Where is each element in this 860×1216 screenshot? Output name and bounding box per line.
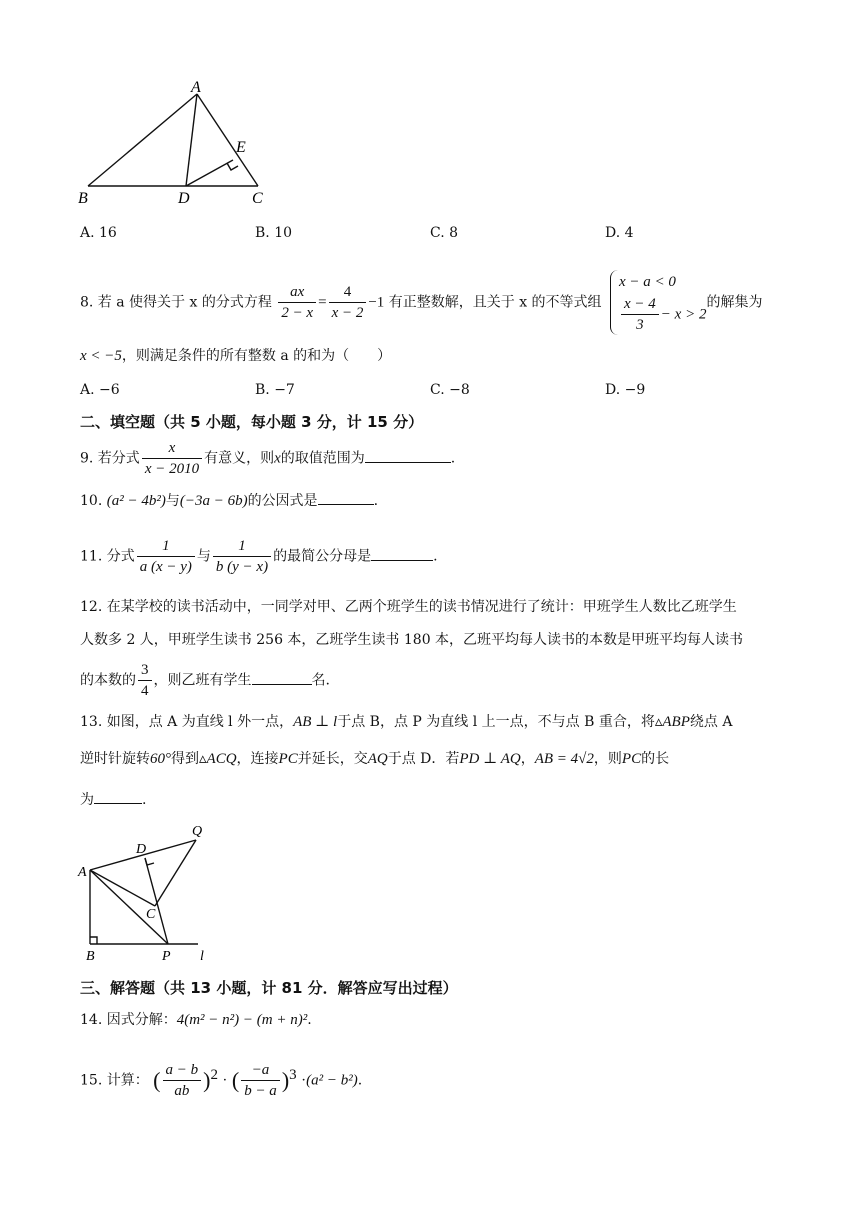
figure-triangle-abc [70,80,290,210]
q8-line2: x < −5，则满足条件的所有整数 a 的和为（ ） [80,348,392,364]
q12-line1: 12. 在某学校的读书活动中，一同学对甲、乙两个班学生的读书情况进行了统计：甲班学生人数比乙班学生 [80,599,737,615]
figure-rotation [72,820,212,965]
right-angle-d [145,858,154,865]
segment-ac [197,94,258,186]
segment-ad [186,94,197,186]
label-e: E [236,139,246,156]
q14: 14. 因式分解：4(m² − n²) − (m + n)². [80,1012,312,1028]
q13-line2: 逆时针旋转60°得到▵ACQ，连接PC并延长，交AQ于点 D．若PD ⊥ AQ，AB = 4√2，则PC的长 [80,751,670,767]
q7-option-d: D. 4 [605,225,634,241]
section-fill-in-title: 二、填空题（共 5 小题，每小题 3 分，计 15 分） [80,413,424,431]
label-c: C [146,907,156,922]
q8-option-d: D. −9 [605,382,646,398]
right-angle-b [90,937,97,944]
q15: 15. 计算： ( $\frac{a - b}{ab}$ )$^2$ · ( $\frac{-a}{b - a}$ )$^3$ ·(a² − b²). [80,1062,363,1099]
q11: 11. 分式 $\frac{1}{a (x - y)}$ 与 $\frac{1}{b (y - x)}$ 的最简公分母是 . [80,538,438,575]
q12-answer-blank [252,670,312,685]
segment-ab [88,94,197,186]
segment-de [186,160,233,186]
right-angle-mark [227,163,238,170]
segment-pd [145,858,168,944]
q7-option-b: B. 10 [255,225,293,241]
label-l: l [200,949,204,964]
q9-answer-blank [365,448,451,463]
q8-option-a: A. −6 [80,382,120,398]
q7-option-a: A. 16 [80,225,117,241]
q10: 10. (a² − 4b²)与(−3a − 6b)的公因式是 . [80,490,378,511]
label-c: C [252,190,263,207]
q8-option-b: B. −7 [255,382,295,398]
q9: 9. 若分式 $\frac{x}{x - 2010}$ 有意义，则x的取值范围为 . [80,440,456,477]
q13-answer-blank [94,789,142,804]
label-d: D [136,842,147,857]
label-b: B [78,190,88,207]
q13-line3: 为 . [80,789,146,810]
inequality-system: x − a < 0 $\frac{x - 4}{3}$ − x > 2 [610,270,706,335]
q12-line2: 人数多 2 人，甲班学生读书 256 本，乙班学生读书 180 本，乙班平均每人读书的本数是甲班平均每人读书 [80,632,744,648]
segment-ap [90,870,168,944]
label-a: A [191,80,201,96]
q11-answer-blank [371,546,433,561]
label-d: D [178,190,190,207]
label-p: P [162,949,171,964]
q7-option-c: C. 8 [430,225,459,241]
label-b: B [86,949,95,964]
q13-line1: 13. 如图，点 A 为直线 l 外一点，AB ⊥ l于点 B，点 P 为直线 l 上一点，不与点 B 重合，将▵ABP绕点 A [80,714,733,730]
q8-option-c: C. −8 [430,382,470,398]
label-a: A [78,865,87,880]
q8-line1: 8. 若 a 使得关于 x 的分式方程 $\frac{ax}{2 - x}$ = $\frac{4}{x - 2}$ −1 有正整数解，且关于 x 的不等式组 x − a < 0 $\frac{x - 4}{3}$ − x > 2 的解集为 [80,270,762,335]
section-answer-title: 三、解答题（共 13 小题，计 81 分．解答应写出过程） [80,979,458,997]
q10-answer-blank [318,490,374,505]
q12-line3: 的本数的 $\frac{3}{4}$ ，则乙班有学生 名. [80,662,330,699]
label-q: Q [192,824,203,839]
